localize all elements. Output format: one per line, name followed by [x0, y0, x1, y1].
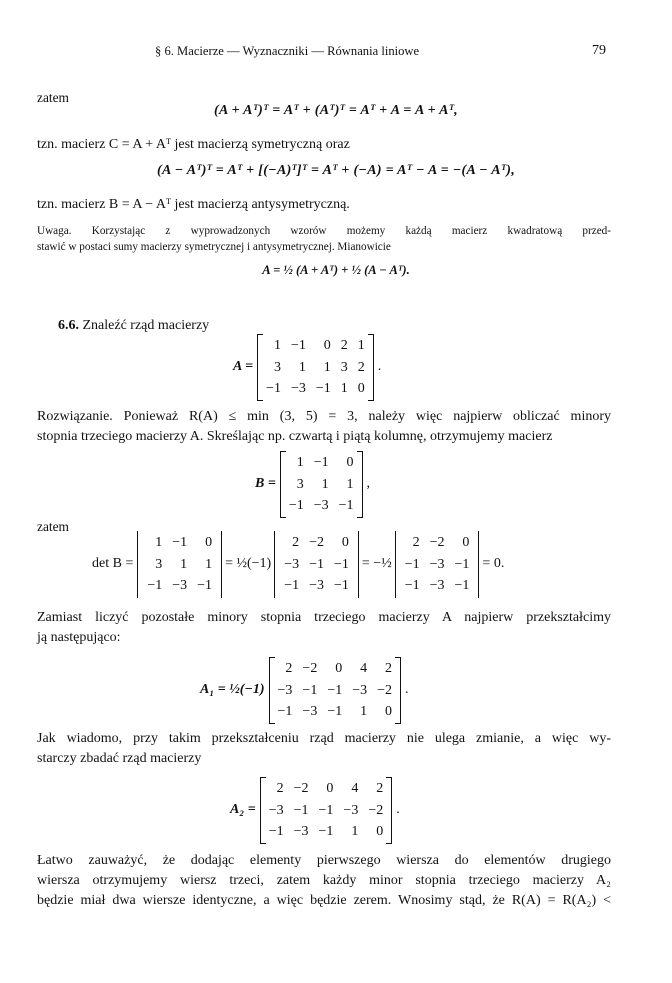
matrix-cell: 1: [360, 704, 368, 719]
matrix-cell: 2: [285, 661, 293, 676]
matrix-cell: 2: [412, 535, 420, 550]
matrix-cell: −1: [197, 578, 213, 593]
matrix-row: [265, 822, 388, 842]
matrix-cell: −2: [293, 781, 309, 796]
matrix-cell: 2: [357, 359, 365, 375]
matrix-A2-label: A₂ =: [230, 802, 256, 818]
determinant-1: [137, 531, 222, 598]
paragraph-3-line-2: starczy zbadać rząd macierzy: [37, 751, 202, 766]
det-B-label: det B =: [92, 556, 134, 572]
problem-heading: [58, 318, 209, 334]
determinant-3: [395, 531, 480, 598]
paragraph-2-line-1: Zamiast liczyć pozostałe minory stopnia trzeciego macierzy A najpierw przekształcimy: [37, 610, 611, 625]
matrix-cell: 0: [357, 381, 365, 396]
matrix-cell: 0: [326, 781, 334, 796]
matrix-cell: 0: [335, 661, 343, 676]
matrix-cell: −1: [284, 578, 300, 593]
matrix-cell: 0: [346, 455, 354, 470]
matrix-cell: −1: [268, 824, 284, 839]
matrix-cell: −2: [377, 682, 393, 698]
matrix-cell: 2: [340, 338, 348, 353]
paragraph-2-line-2: ją następująco:: [37, 630, 121, 645]
matrix-cell: −3: [277, 682, 293, 698]
matrix-B: [280, 451, 363, 518]
matrix-cell: 0: [462, 535, 470, 550]
matrix-cell: −1: [404, 578, 420, 593]
matrix-row: [401, 576, 474, 596]
det-factor-2: = −½: [361, 556, 392, 572]
paragraph-4-line-1: Łatwo zauważyć, że dodając elementy pierwszego wiersza do elementów drugiego: [37, 853, 611, 868]
matrix-row: [265, 779, 388, 799]
matrix-row: [265, 801, 388, 821]
det-result: = 0.: [482, 556, 505, 572]
note-line-2: stawić w postaci sumy macierzy symetrycznej i antysymetrycznej. Mianowicie: [37, 241, 391, 253]
note-equation: A = ½ (A + Aᵀ) + ½ (A − Aᵀ).: [262, 263, 410, 277]
matrix-cell: 1: [298, 359, 306, 375]
matrix-row: [401, 533, 474, 553]
equation-transpose-sum: (A + Aᵀ)ᵀ = Aᵀ + (Aᵀ)ᵀ = Aᵀ + A = A + Aᵀ,: [214, 103, 458, 118]
matrix-cell: −3: [284, 556, 300, 572]
matrix-cell: 0: [323, 338, 331, 353]
matrix-cell: 1: [296, 455, 304, 470]
matrix-cell: 0: [385, 704, 393, 719]
matrix-cell: 1: [180, 556, 188, 572]
matrix-row: [285, 496, 358, 516]
matrix-cell: 0: [341, 535, 349, 550]
matrix-A1-block: A₁ = ½(−1) 2 −2 0 4 2 −3 −1 −1 −3 −2 −1 −3 −1 1 0 .: [200, 657, 409, 724]
matrix-cell: −1: [454, 556, 470, 572]
matrix-cell: −3: [302, 704, 318, 719]
matrix-cell: −1: [290, 338, 306, 353]
matrix-cell: −3: [343, 802, 359, 818]
problem-text: Znaleźć rząd macierzy: [82, 318, 210, 333]
det-factor-1: = ½(−1): [225, 556, 272, 572]
matrix-cell: −1: [266, 381, 281, 396]
matrix-cell: 1: [321, 476, 329, 492]
matrix-cell: 3: [296, 476, 304, 492]
matrix-cell: −1: [313, 455, 329, 470]
matrix-cell: 1: [351, 824, 359, 839]
matrix-cell: 4: [360, 661, 368, 676]
matrix-cell: −3: [268, 802, 284, 818]
matrix-cell: −2: [309, 535, 324, 550]
solution-line-2: stopnia trzeciego macierzy A. Skreślając np. czwartą i piątą kolumnę, otrzymujemy macierz: [37, 429, 553, 444]
matrix-cell: 1: [323, 359, 331, 375]
problem-number: 6.6.: [58, 318, 79, 333]
matrix-cell: 1: [155, 535, 163, 550]
matrix-cell: 1: [205, 556, 213, 572]
matrix-A1-label: A₁ = ½(−1): [200, 682, 265, 698]
matrix-cell: −2: [302, 661, 318, 676]
note-line-1: Uwaga. Korzystając z wyprowadzonych wzorów możemy każdą macierz kwadratową przed-: [37, 225, 611, 237]
matrix-cell: −1: [302, 682, 318, 698]
matrix-row: [262, 358, 369, 378]
matrix-row: [262, 336, 369, 356]
matrix-cell: −1: [334, 556, 349, 572]
text-symmetric: tzn. macierz C = A + Aᵀ jest macierzą symetryczną oraz: [37, 137, 350, 152]
matrix-cell: 2: [385, 661, 393, 676]
matrix-cell: −1: [327, 704, 343, 719]
matrix-row: [143, 533, 216, 553]
matrix-cell: −1: [315, 381, 331, 396]
matrix-cell: −1: [404, 556, 420, 572]
matrix-B-block: B = 1 −1 0 3 1 1 −1 −3 −1 ,: [255, 451, 370, 518]
equation-transpose-diff: (A − Aᵀ)ᵀ = Aᵀ + [(−A)ᵀ]ᵀ = Aᵀ + (−A) = Aᵀ − A = −(A − Aᵀ),: [157, 163, 515, 178]
matrix-cell: −3: [313, 498, 329, 513]
matrix-row: [280, 576, 353, 596]
matrix-cell: −1: [334, 578, 349, 593]
matrix-row: [285, 453, 358, 473]
matrix-cell: 1: [273, 338, 281, 353]
paragraph-3-line-1: Jak wiadomo, przy takim przekształceniu rząd macierzy nie ulega zmianie, a więc wy-: [37, 731, 611, 746]
paragraph-4-line-3: będzie miał dwa wiersze identyczne, a więc będzie zerem. Wnosimy stąd, że R(A) = R(A₂) <: [37, 893, 611, 908]
matrix-row: [280, 555, 353, 575]
running-title: § 6. Macierze — Wyznaczniki — Równania liniowe: [155, 44, 420, 58]
matrix-cell: 0: [376, 824, 384, 839]
matrix-cell: −1: [318, 802, 334, 818]
matrix-A: [257, 334, 374, 401]
matrix-A-block: A = 1 −1 0 2 1 3 1 1 3 2 −1 −3 −1 1 0 .: [233, 334, 381, 401]
matrix-B-label: B =: [255, 476, 276, 492]
matrix-cell: 2: [292, 535, 300, 550]
matrix-row: [143, 555, 216, 575]
matrix-cell: −1: [293, 802, 309, 818]
page-number: 79: [592, 43, 606, 58]
matrix-A-label: A =: [233, 359, 254, 375]
matrix-row: [143, 576, 216, 596]
matrix-A1: [269, 657, 402, 724]
matrix-cell: −3: [290, 381, 306, 396]
matrix-row: [401, 555, 474, 575]
matrix-cell: 4: [351, 781, 359, 796]
matrix-row: [285, 475, 358, 495]
matrix-cell: −3: [309, 578, 324, 593]
matrix-cell: 2: [376, 781, 384, 796]
matrix-cell: −1: [327, 682, 343, 698]
matrix-cell: −1: [318, 824, 334, 839]
matrix-cell: 3: [340, 359, 348, 375]
matrix-row: [274, 659, 397, 679]
matrix-A2: [260, 777, 393, 844]
matrix-row: [274, 702, 397, 722]
matrix-cell: −2: [429, 535, 445, 550]
matrix-row: [280, 533, 353, 553]
text-zatem-1: zatem: [37, 90, 69, 105]
matrix-cell: 0: [205, 535, 213, 550]
matrix-cell: 1: [346, 476, 354, 492]
text-antisymmetric: tzn. macierz B = A − Aᵀ jest macierzą antysymetryczną.: [37, 197, 350, 212]
matrix-cell: −1: [338, 498, 354, 513]
matrix-cell: −1: [277, 704, 293, 719]
matrix-row: [274, 681, 397, 701]
matrix-cell: 3: [155, 556, 163, 572]
paragraph-4-line-2: wiersza otrzymujemy wiersz trzeci, zatem każdy minor stopnia trzeciego macierzy A₂: [37, 873, 611, 888]
matrix-cell: −1: [309, 556, 324, 572]
matrix-cell: −3: [429, 556, 445, 572]
matrix-cell: 3: [273, 359, 281, 375]
determinant-2: [274, 531, 359, 598]
text-zatem-2: zatem: [37, 519, 69, 534]
matrix-cell: −1: [172, 535, 188, 550]
matrix-cell: −3: [172, 578, 188, 593]
solution-line-1: Rozwiązanie. Ponieważ R(A) ≤ min (3, 5) = 3, należy więc najpierw obliczać minory: [37, 409, 611, 424]
matrix-cell: −1: [147, 578, 163, 593]
matrix-cell: −1: [288, 498, 304, 513]
matrix-cell: −3: [352, 682, 368, 698]
matrix-cell: 1: [357, 338, 365, 353]
matrix-A2-block: A₂ = 2 −2 0 4 2 −3 −1 −1 −3 −2 −1 −3 −1 1 0 .: [230, 777, 400, 844]
matrix-cell: −3: [293, 824, 309, 839]
matrix-cell: −1: [454, 578, 470, 593]
matrix-cell: 2: [276, 781, 284, 796]
matrix-row: [262, 379, 369, 399]
matrix-cell: 1: [340, 381, 348, 396]
determinant-chain: [92, 531, 504, 598]
matrix-cell: −2: [368, 802, 384, 818]
matrix-cell: −3: [429, 578, 445, 593]
